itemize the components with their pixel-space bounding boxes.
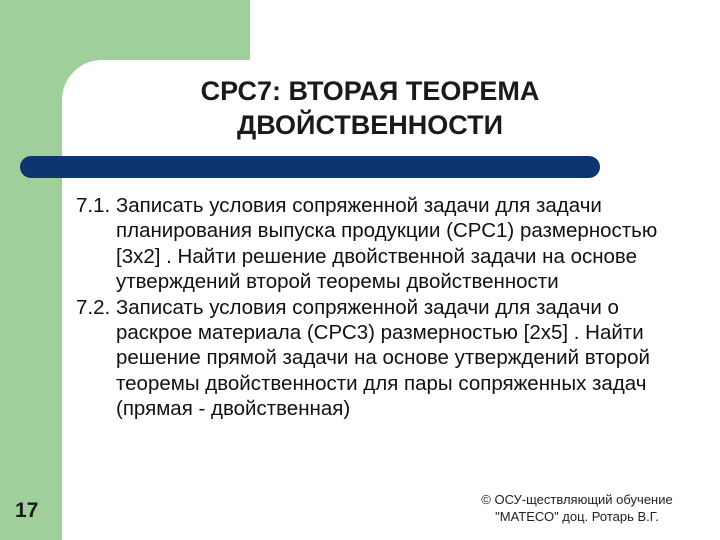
copyright-line-1: © ОСУ-ществляющий обучение [481,492,673,507]
copyright-line-2: "МАТЕСО" доц. Ротарь В.Г. [495,509,659,524]
task-item-7-2: 7.2. Записать условия сопряженной задачи для задачи о раскрое материала (СРС3) размерностью [2х5] . Найти решение прямой задачи на основе утверждений второй теоремы двойственности для пары сопряженных задач (прямая - двойственная) [76,295,650,421]
title-line-1: СРС7: ВТОРАЯ ТЕОРЕМА [200,76,540,106]
title-divider-bar [20,156,600,178]
slide-number: 17 [15,499,39,522]
slide-body [76,193,676,422]
slide-title [120,74,620,142]
title-line-2: ДВОЙСТВЕННОСТИ [236,110,504,140]
task-item-7-1: 7.1. Записать условия сопряженной задачи для задачи планирования выпуска продукции (СРС1) размерностью [3х2] . Найти решение двойственной задачи на основе утверждений второй теоремы двойственности [76,194,658,294]
copyright-note [452,491,702,525]
